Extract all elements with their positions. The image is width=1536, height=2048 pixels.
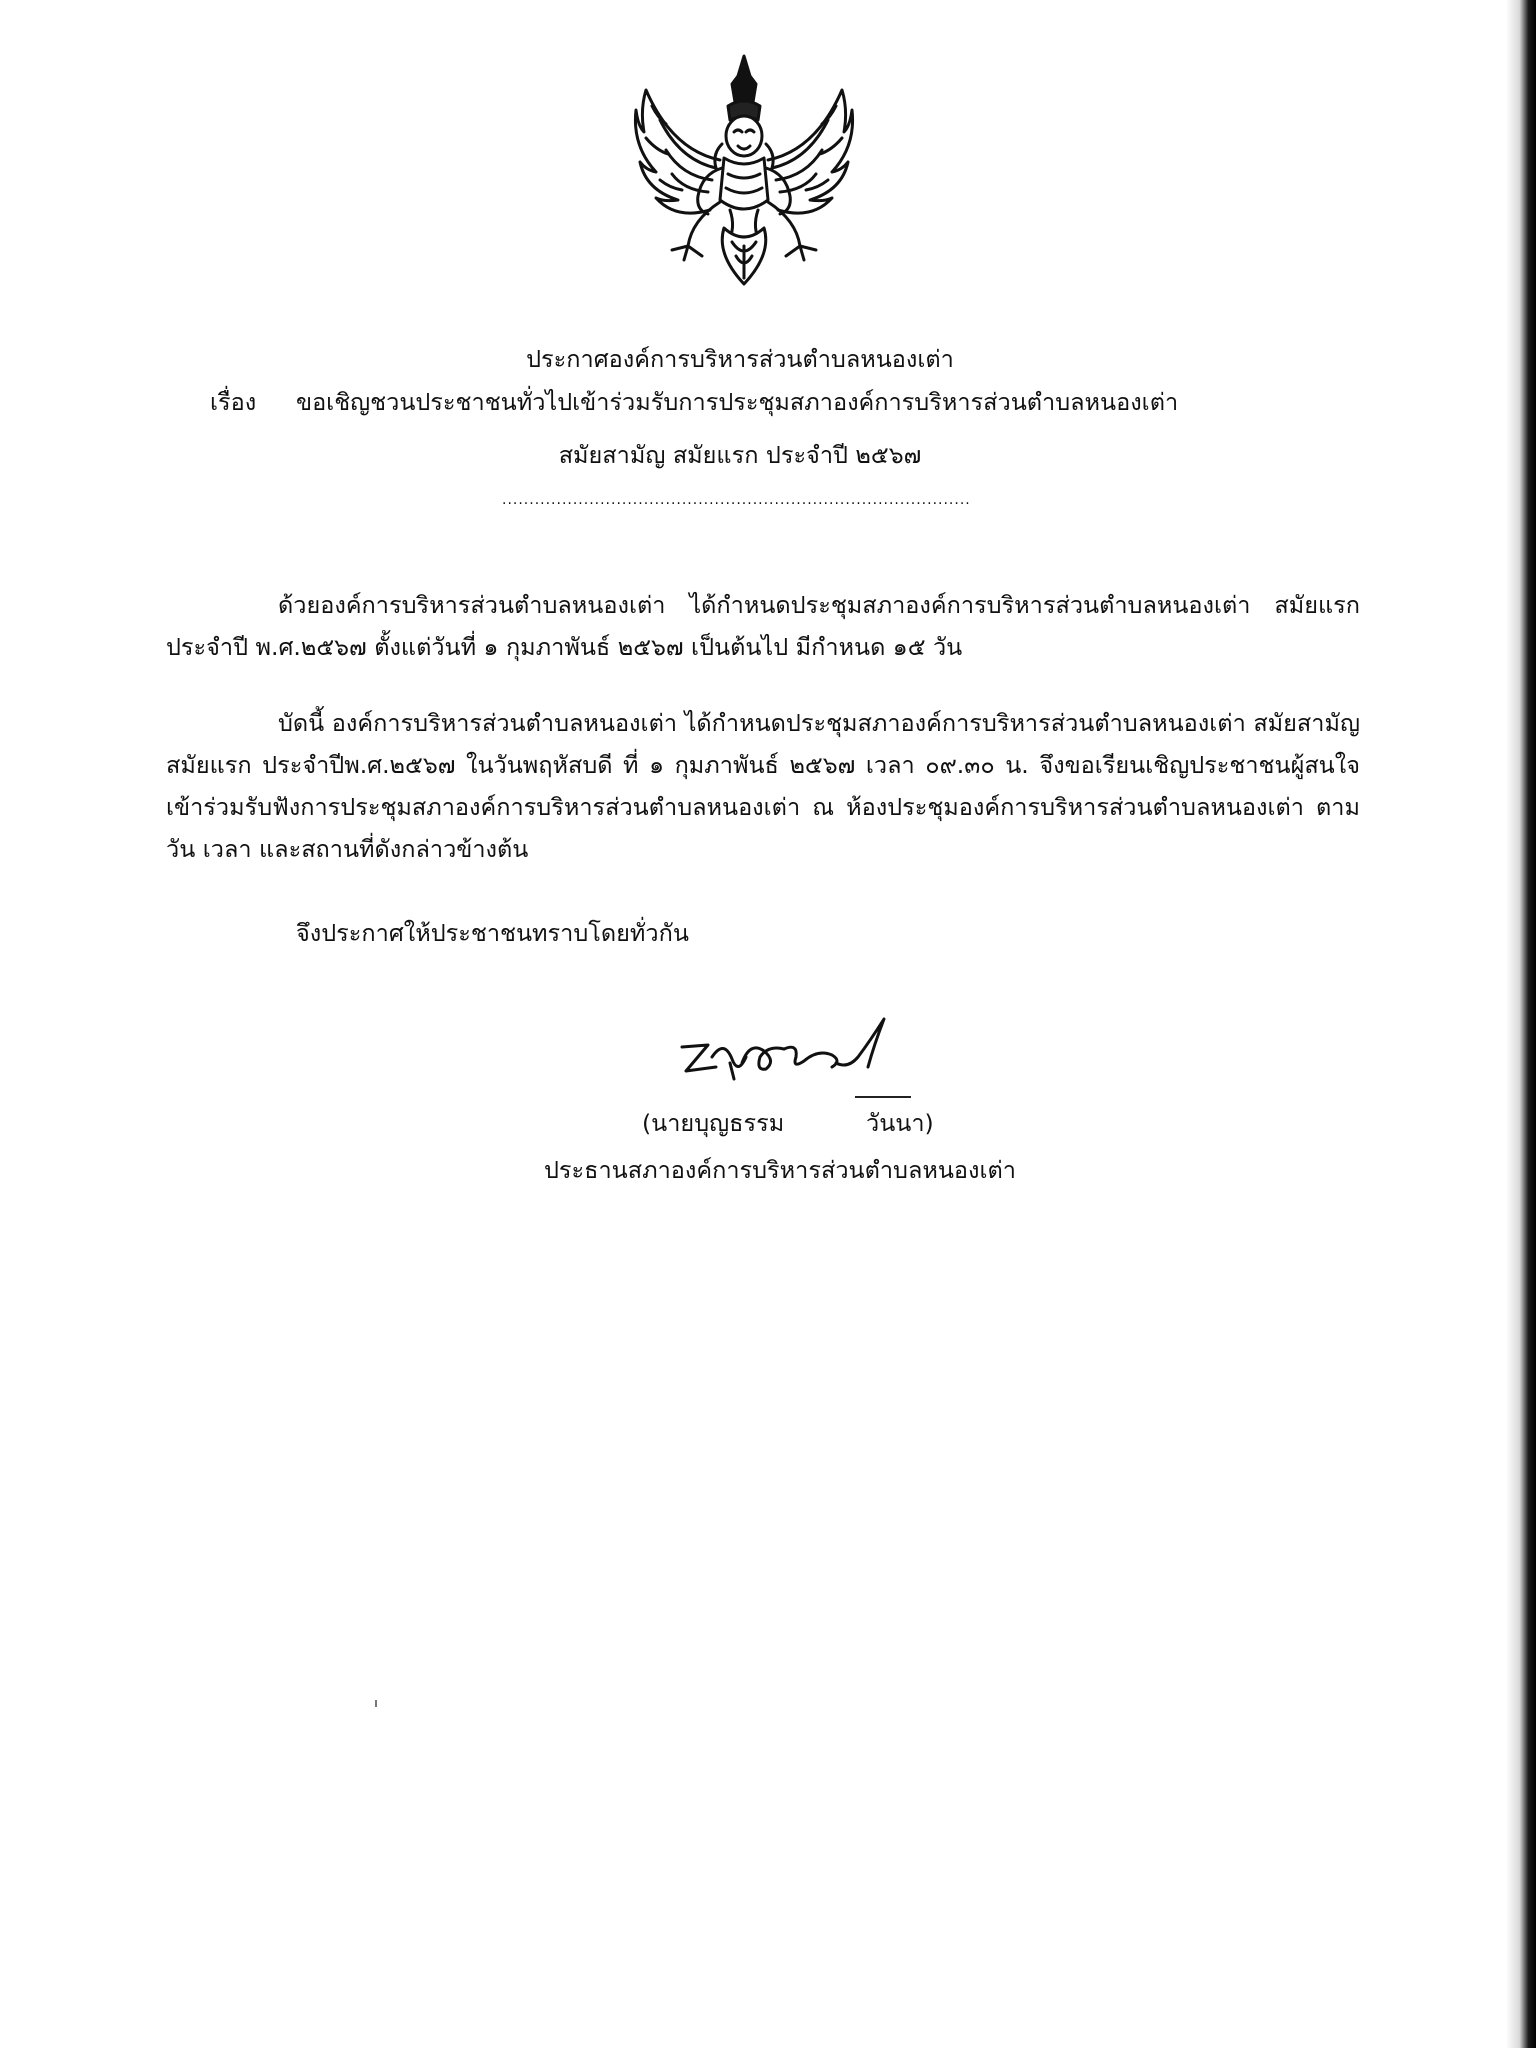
signer-name-close: วันนา) bbox=[866, 1109, 934, 1137]
paragraph-1 bbox=[166, 584, 1360, 668]
subject-line-1: ขอเชิญชวนประชาชนทั่วไปเข้าร่วมรับการประชุมสภาองค์การบริหารส่วนตำบลหนองเต่า bbox=[296, 388, 1179, 416]
paragraph-1-text: ด้วยองค์การบริหารส่วนตำบลหนองเต่า ได้กำหนดประชุมสภาองค์การบริหารส่วนตำบลหนองเต่า สมัยแรก ประจำปี พ.ศ.๒๕๖๗ ตั้งแต่วันที่ ๑ กุมภาพันธ์ ๒๕๖๗ เป็นต้นไป มีกำหนด ๑๕ วัน bbox=[166, 591, 1360, 661]
subject-block bbox=[210, 387, 1178, 417]
handwritten-signature bbox=[672, 1005, 912, 1095]
garuda-emblem-icon bbox=[632, 50, 857, 290]
signer-name-open: (นายบุญธรรม bbox=[642, 1109, 785, 1137]
page-edge-shadow bbox=[1506, 0, 1536, 2048]
signer-position: ประธานสภาองค์การบริหารส่วนตำบลหนองเต่า bbox=[543, 1156, 1016, 1184]
subject-label: เรื่อง bbox=[210, 388, 257, 416]
signature-underline bbox=[855, 1096, 911, 1098]
subject-line-2: สมัยสามัญ สมัยแรก ประจำปี ๒๕๖๗ bbox=[558, 441, 922, 469]
scan-speck bbox=[375, 1700, 377, 1707]
paragraph-2-text: บัดนี้ องค์การบริหารส่วนตำบลหนองเต่า ได้กำหนดประชุมสภาองค์การบริหารส่วนตำบลหนองเต่า สมัยสามัญ สมัยแรก ประจำปีพ.ศ.๒๕๖๗ ในวันพฤหัสบดี ที่ ๑ กุมภาพันธ์ ๒๕๖๗ เวลา ๐๙.๓๐ น. จึงขอเรียนเชิญประชาชนผู้สนใจเข้าร่วมรับฟังการประชุมสภาองค์การบริหารส่วนตำบลหนองเต่า ณ ห้องประชุมองค์การบริหารส่วนตำบลหนองเต่า ตามวัน เวลา และสถานที่ดังกล่าวข้างต้น bbox=[166, 709, 1360, 863]
header-divider: ...................................................................................... bbox=[502, 492, 971, 508]
paragraph-2 bbox=[166, 702, 1360, 870]
announcement-title: ประกาศองค์การบริหารส่วนตำบลหนองเต่า bbox=[526, 345, 954, 373]
closing-line: จึงประกาศให้ประชาชนทราบโดยทั่วกัน bbox=[296, 919, 689, 947]
